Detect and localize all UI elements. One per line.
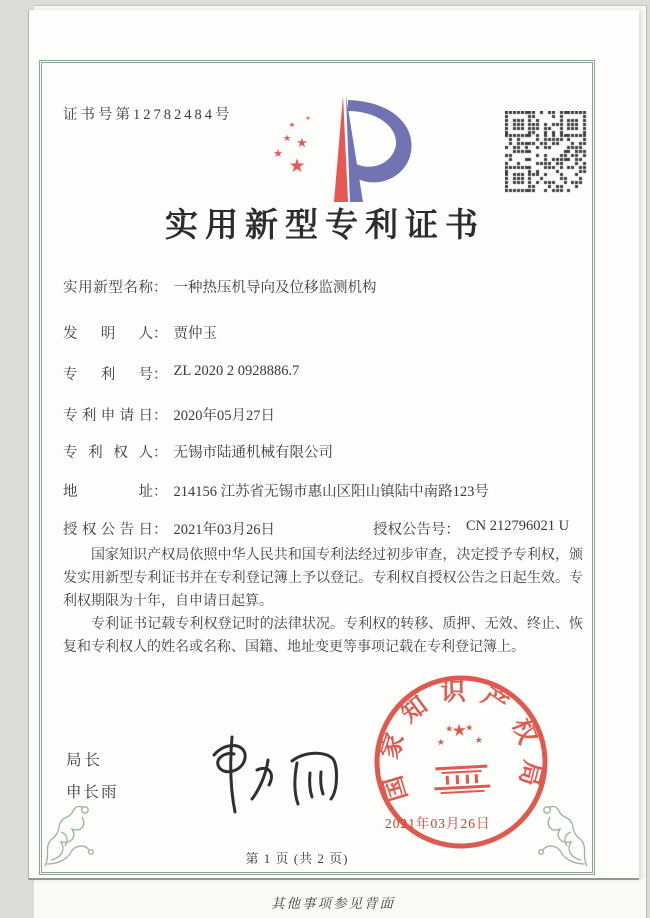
grant-date-label: 授权公告日 <box>63 522 153 538</box>
certificate-page <box>28 10 639 880</box>
signature-icon <box>194 732 356 816</box>
svg-text:★: ★ <box>474 735 484 747</box>
director-name: 申长雨 <box>66 784 119 801</box>
field-label: 专利号 <box>63 367 153 383</box>
field-label: 专利权人 <box>63 445 153 461</box>
field-row <box>63 363 299 384</box>
field-label: 发明人 <box>63 326 153 342</box>
svg-text:★: ★ <box>273 147 283 160</box>
svg-text:★: ★ <box>296 136 308 151</box>
field-value: 2020年05月27日 <box>173 408 275 424</box>
field-label: 实用新型名称 <box>63 280 153 296</box>
svg-text:★: ★ <box>305 115 311 122</box>
field-row <box>63 404 275 425</box>
svg-text:国家知识产权局 <box>371 673 549 810</box>
field-colon: ： <box>153 280 168 296</box>
field-value: 无锡市陆通机械有限公司 <box>173 445 333 461</box>
qr-code <box>505 111 587 193</box>
legal-text <box>63 544 583 659</box>
grant-number-pair <box>373 518 569 539</box>
svg-text:★: ★ <box>288 155 306 177</box>
grant-date-value: 2021年03月26日 <box>173 522 275 538</box>
grant-row <box>63 518 603 539</box>
field-value: 214156 江苏省无锡市惠山区阳山镇陆中南路123号 <box>173 484 489 500</box>
legal-paragraph: 专利证书记载专利权登记时的法律状况。专利权的转移、质押、无效、终止、恢复和专利权人的姓名或名称、国籍、地址变更等事项记载在专利登记簿上。 <box>63 617 583 655</box>
field-colon: ： <box>445 522 460 538</box>
svg-text:★: ★ <box>282 134 292 144</box>
seal-date: 2021年03月26日 <box>385 816 491 831</box>
field-row <box>63 441 333 462</box>
field-row <box>63 276 377 297</box>
seal-text: 国家知识产权局 <box>376 678 547 805</box>
svg-text:★: ★ <box>451 720 468 742</box>
field-row <box>63 480 489 501</box>
svg-text:★: ★ <box>436 737 446 749</box>
grant-number-value: CN 212796021 U <box>466 518 570 534</box>
cnipa-logo-icon <box>256 94 436 206</box>
legal-paragraph: 国家知识产权局依照中华人民共和国专利法经过初步审查，决定授予专利权，颁发实用新型专利证书并在专利登记簿上予以登记。专利权自授权公告之日起生效。专利权期限为十年，自申请日起算。 <box>63 548 583 609</box>
field-label: 专利申请日 <box>63 408 153 424</box>
director-title: 局长 <box>66 752 104 769</box>
svg-text:★: ★ <box>464 723 474 734</box>
field-colon: ： <box>153 326 168 342</box>
page-indicator: 第 1 页 (共 2 页) <box>245 851 349 866</box>
svg-text:★: ★ <box>444 724 454 735</box>
svg-text:★: ★ <box>288 121 296 129</box>
certificate-number: 证书号第12782484号 <box>63 107 233 123</box>
field-colon: ： <box>153 484 168 500</box>
field-value: 一种热压机导向及位移监测机构 <box>173 280 377 296</box>
field-value: 贾仲玉 <box>173 326 217 342</box>
grant-number-label: 授权公告号 <box>373 522 446 538</box>
certificate-title: 实用新型专利证书 <box>165 208 485 244</box>
field-colon: ： <box>153 445 168 461</box>
back-sheet-note: 其他事项参见背面 <box>271 896 395 911</box>
field-colon: ： <box>153 367 168 383</box>
field-colon: ： <box>153 408 168 424</box>
field-colon: ： <box>153 522 168 538</box>
field-value: ZL 2020 2 0928886.7 <box>173 363 300 379</box>
field-label: 地址 <box>63 484 153 500</box>
field-row <box>63 322 217 343</box>
